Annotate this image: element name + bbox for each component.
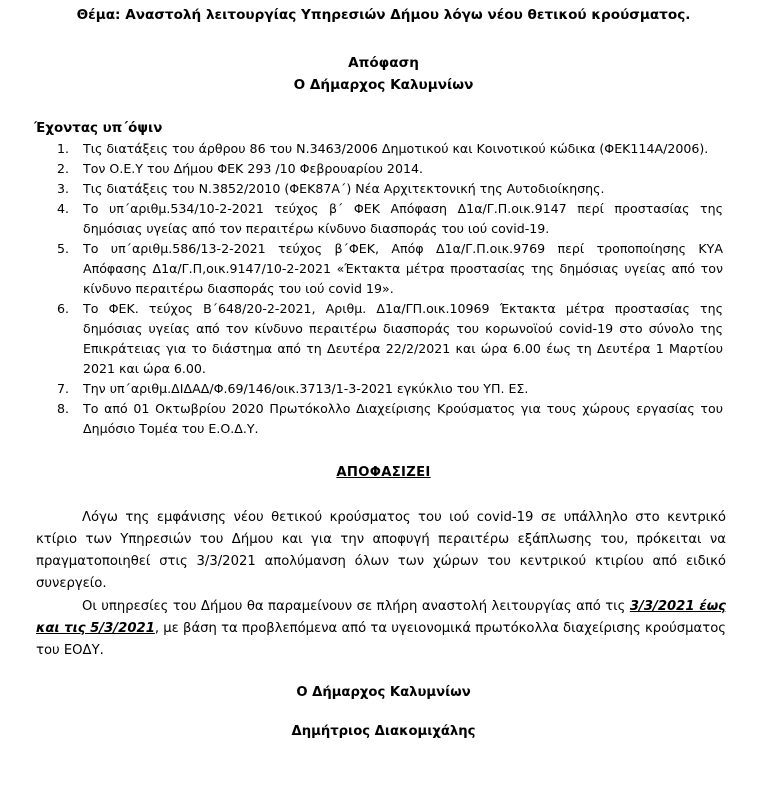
decision-paragraph-1: Λόγω της εμφάνισης νέου θετικού κρούσματος του ιού covid-19 σε υπάλληλο στο κεντρικό κτίριο των Υπηρεσιών του Δήμου και για την αποφυγή περαιτέρω εξάπλωσης του, πρόκειται να πραγματοποιηθεί στις 3/3/2021 απολύμανση όλων των χώρων του κεντρικού κτιρίου από ειδικό συνεργείο.: [36, 510, 726, 591]
item-text: Το υπ΄αριθμ.586/13-2-2021 τεύχος β΄ΦΕΚ, Απόφ Δ1α/Γ.Π.οικ.9769 περί τροποποίησης ΚΥΑ Απόφασης Δ1α/Γ.Π,οικ.9147/10-2-2021 «Έκτακτα μέτρα προστασίας της δημόσιας υγείας από τον κίνδυνο περαιτέρω διασποράς του ιού covid 19».: [83, 241, 723, 296]
item-text: Το από 01 Οκτωβρίου 2020 Πρωτόκολλο Διαχείρισης Κρούσματος για τους χώρους εργασίας του Δημόσιο Τομέα του Ε.Ο.Δ.Υ.: [83, 401, 723, 436]
paragraph-2-after: , με βάση τα προβλεπόμενα από τα υγειονομικά πρωτόκολλα διαχείρισης κρούσματος του ΕΟΔΥ.: [36, 621, 726, 658]
item-text: Τις διατάξεις του Ν.3852/2010 (ΦΕΚ87Α΄) Νέα Αρχιτεκτονική της Αυτοδιοίκησης.: [83, 181, 605, 196]
signature-name: Δημήτριος Διακομιχάλης: [291, 724, 476, 739]
consideration-item: [0, 299, 767, 379]
item-text: Τις διατάξεις του άρθρου 86 του Ν.3463/2006 Δημοτικού και Κοινοτικού κώδικα (ΦΕΚ114Α/2006).: [83, 141, 709, 156]
consideration-item: [0, 399, 767, 439]
decision-header: [0, 52, 767, 96]
decides-heading: ΑΠΟΦΑΣΙΖΕΙ: [336, 465, 431, 480]
item-number: 1.: [57, 141, 70, 156]
item-text: Το ΦΕΚ. τεύχος Β΄648/20-2-2021, Αριθμ. Δ1α/ΓΠ.οικ.10969 Έκτακτα μέτρα προστασίας της δημόσιας υγείας από τον κίνδυνο περαιτέρω διασποράς του κορωνοϊού covid-19 στο σύνολο της Επικράτειας για το διάστημα από τη Δευτέρα 22/2/2021 και ώρα 6.00 έως τη Δευτέρα 1 Μαρτίου 2021 και ώρα 6.00.: [83, 301, 723, 376]
item-number: 7.: [57, 381, 70, 396]
item-text: Την υπ΄αριθμ.ΔΙΔΑΔ/Φ.69/146/οικ.3713/1-3-2021 εγκύκλιο του ΥΠ. ΕΣ.: [83, 381, 529, 396]
consideration-item: [0, 379, 767, 399]
item-number: 6.: [57, 301, 70, 316]
consideration-item: [0, 139, 767, 159]
decision-title: Απόφαση: [348, 55, 419, 71]
decides-heading-wrap: [0, 463, 767, 483]
item-text: Το υπ΄αριθμ.534/10-2-2021 τεύχος β΄ ΦΕΚ Απόφαση Δ1α/Γ.Π.οικ.9147 περί προστασίας της δημόσιας υγείας από τον περαιτέρω κίνδυνο διασποράς του ιού covid-19.: [83, 201, 723, 236]
consideration-item: [0, 199, 767, 239]
suspension-dates: 3/3/2021 έως και τις 5/3/2021: [36, 599, 726, 636]
subject-line: Θέμα: Αναστολή λειτουργίας Υπηρεσιών Δήμου λόγω νέου θετικού κρούσματος.: [76, 7, 691, 23]
item-number: 5.: [57, 241, 70, 256]
item-number: 8.: [57, 401, 70, 416]
paragraph-2-before: Οι υπηρεσίες του Δήμου θα παραμείνουν σε πλήρη αναστολή λειτουργίας από τις: [82, 599, 626, 614]
consideration-item: [0, 159, 767, 179]
consideration-item: [0, 179, 767, 199]
item-number: 3.: [57, 181, 70, 196]
considering-heading: Έχοντας υπ΄όψιν: [34, 121, 163, 136]
item-number: 2.: [57, 161, 70, 176]
consideration-item: [0, 239, 767, 299]
signature-title: Ο Δήμαρχος Καλυμνίων: [296, 685, 471, 700]
item-number: 4.: [57, 201, 70, 216]
item-text: Τον Ο.Ε.Υ του Δήμου ΦΕΚ 293 /10 Φεβρουαρίου 2014.: [83, 161, 423, 176]
decision-paragraph-2: [36, 596, 726, 662]
considerations-list: [0, 139, 767, 439]
issuer: Ο Δήμαρχος Καλυμνίων: [293, 77, 474, 93]
